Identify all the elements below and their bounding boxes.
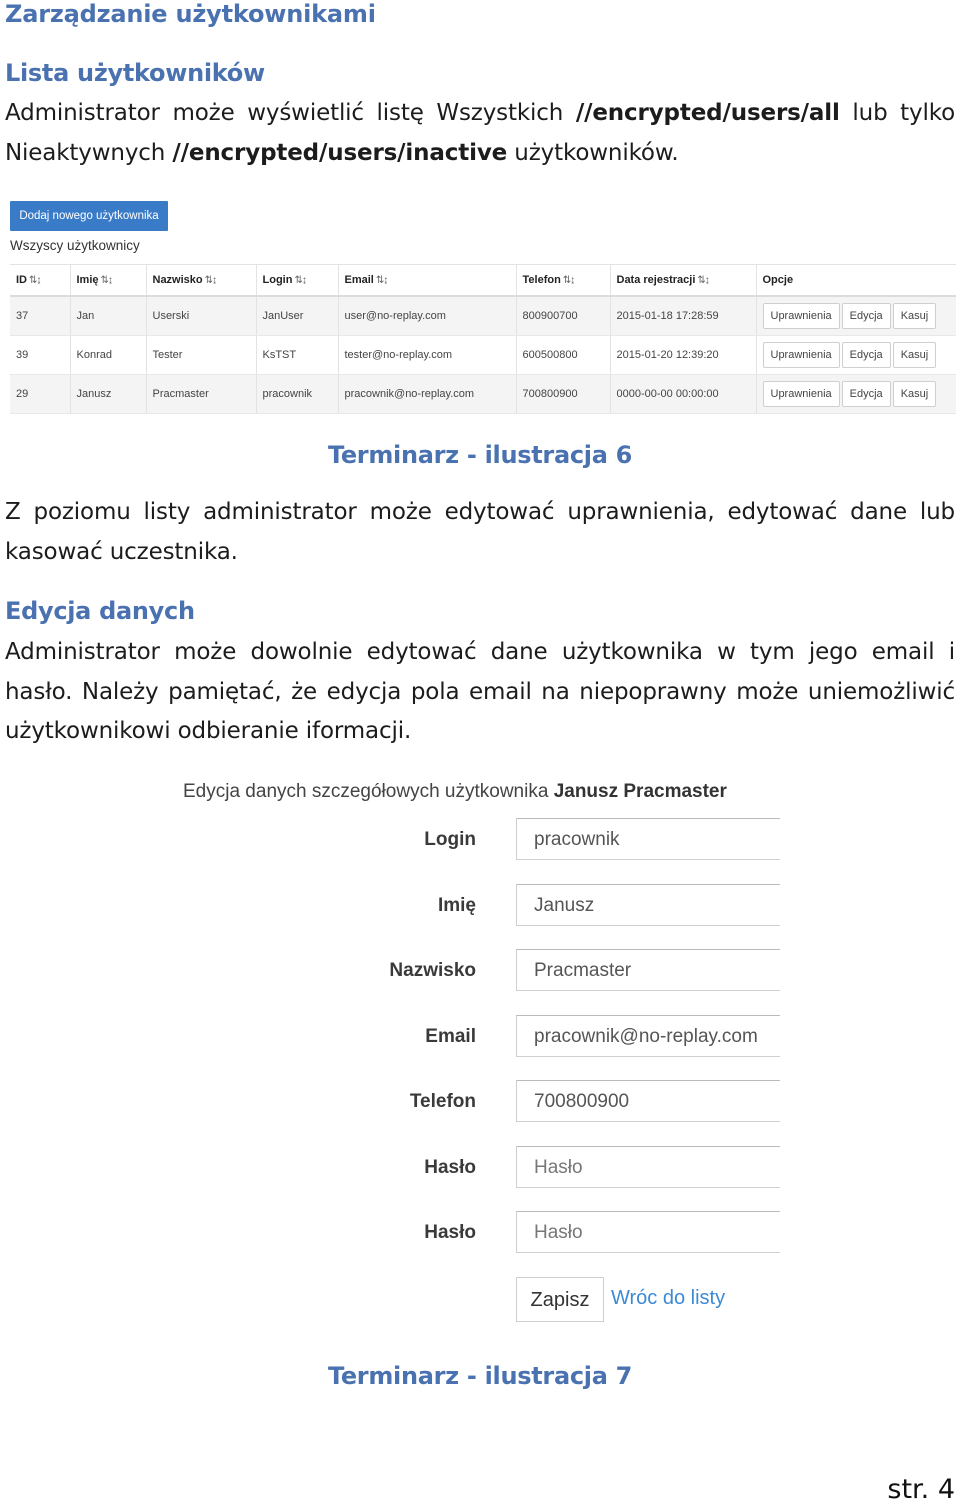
form-title-text: Edycja danych szczegółowych użytkownika xyxy=(183,781,554,802)
table-header-row xyxy=(10,265,956,297)
last-name-field[interactable]: Pracmaster xyxy=(516,949,780,991)
login-field[interactable]: pracownik xyxy=(516,818,780,860)
cell-last-name: Pracmaster xyxy=(146,375,256,414)
column-header-label: Nazwisko xyxy=(152,274,203,286)
field-label: Nazwisko xyxy=(389,960,476,981)
cell-login: KsTST xyxy=(256,336,338,375)
cell-id: 39 xyxy=(10,336,70,375)
figure-caption-6: Terminarz - ilustracja 6 xyxy=(327,441,633,469)
cell-id: 29 xyxy=(10,375,70,414)
form-row-password xyxy=(180,1146,782,1192)
cell-phone: 700800900 xyxy=(516,375,610,414)
users-list-screenshot xyxy=(10,200,956,415)
options-paragraph: Z poziomu listy administrator może edytować uprawnienia, edytować dane lub kasować uczestnika. xyxy=(5,499,955,565)
add-user-button[interactable]: Dodaj nowego użytkownika xyxy=(10,201,168,231)
column-header-label: Email xyxy=(344,274,374,286)
cell-registration-date: 2015-01-18 17:28:59 xyxy=(610,296,756,336)
section-title-edit-data: Edycja danych xyxy=(5,597,195,625)
path-all-users: //encrypted/users/all xyxy=(575,100,840,126)
cell-first-name: Jan xyxy=(70,296,146,336)
field-label: Hasło xyxy=(424,1157,476,1178)
phone-field[interactable]: 700800900 xyxy=(516,1080,780,1122)
cell-registration-date: 0000-00-00 00:00:00 xyxy=(610,375,756,414)
page-number: str. 4 xyxy=(887,1474,955,1505)
permissions-button[interactable]: Uprawnienia xyxy=(763,303,840,329)
column-header-first-name[interactable] xyxy=(70,265,146,297)
permissions-button[interactable]: Uprawnienia xyxy=(763,342,840,368)
edit-button[interactable]: Edycja xyxy=(842,342,891,368)
column-header-registration-date[interactable] xyxy=(610,265,756,297)
edit-button[interactable]: Edycja xyxy=(842,303,891,329)
cell-phone: 600500800 xyxy=(516,336,610,375)
password-field[interactable]: Hasło xyxy=(516,1146,780,1188)
table-row xyxy=(10,296,956,336)
cell-options xyxy=(756,296,956,336)
form-row-phone xyxy=(180,1080,782,1126)
sort-icon[interactable]: ⇅↨ xyxy=(562,275,575,286)
column-header-label: Login xyxy=(262,274,293,286)
cell-email: user@no-replay.com xyxy=(338,296,516,336)
column-header-id[interactable] xyxy=(10,265,70,297)
section-title-user-list: Lista użytkowników xyxy=(5,59,265,87)
form-title-user-name: Janusz Pracmaster xyxy=(553,781,727,802)
column-header-options: Opcje xyxy=(756,265,956,297)
column-header-login[interactable] xyxy=(256,265,338,297)
cell-last-name: Userski xyxy=(146,296,256,336)
permissions-button[interactable]: Uprawnienia xyxy=(763,381,840,407)
sort-icon[interactable]: ⇅↨ xyxy=(204,275,217,286)
field-label: Hasło xyxy=(424,1222,476,1243)
column-header-phone[interactable] xyxy=(516,265,610,297)
paragraph-text: Administrator może wyświetlić listę Wszystkich xyxy=(5,100,576,126)
cell-last-name: Tester xyxy=(146,336,256,375)
sort-icon[interactable]: ⇅↨ xyxy=(697,275,709,286)
form-row-password-repeat xyxy=(180,1211,782,1257)
form-title xyxy=(183,781,727,803)
figure-caption-7: Terminarz - ilustracja 7 xyxy=(327,1362,633,1390)
cell-registration-date: 2015-01-20 12:39:20 xyxy=(610,336,756,375)
field-label: Telefon xyxy=(409,1091,476,1112)
cell-first-name: Janusz xyxy=(70,375,146,414)
edit-user-form-screenshot xyxy=(180,775,782,1335)
back-to-list-link[interactable]: Wróc do listy xyxy=(611,1287,726,1309)
cell-login: pracownik xyxy=(256,375,338,414)
user-list-paragraph xyxy=(5,94,955,173)
cell-login: JanUser xyxy=(256,296,338,336)
column-header-label: Telefon xyxy=(522,274,561,286)
page-heading: Zarządzanie użytkownikami xyxy=(5,0,376,28)
cell-options xyxy=(756,375,956,414)
cell-email: tester@no-replay.com xyxy=(338,336,516,375)
table-row xyxy=(10,336,956,375)
save-button[interactable]: Zapisz xyxy=(516,1277,604,1322)
sort-icon[interactable]: ⇅↨ xyxy=(375,275,388,286)
paragraph-text: lub tylko Nieaktywnych xyxy=(5,100,956,166)
edit-data-paragraph: Administrator może dowolnie edytować dane użytkownika w tym jego email i hasło. Należy pamiętać, że edycja pola email na niepoprawny może uniemożliwić użytkownikowi odbieranie iformacji. xyxy=(5,639,955,744)
email-field[interactable]: pracownik@no-replay.com xyxy=(516,1015,780,1057)
paragraph-text: użytkowników. xyxy=(507,139,679,166)
list-title: Wszyscy użytkownicy xyxy=(10,238,140,253)
sort-icon[interactable]: ⇅↨ xyxy=(294,275,306,286)
column-header-label: Data rejestracji xyxy=(616,274,696,286)
field-label: Email xyxy=(425,1026,476,1047)
users-table xyxy=(10,264,956,414)
cell-options xyxy=(756,336,956,375)
sort-icon[interactable]: ⇅↨ xyxy=(100,275,112,286)
column-header-last-name[interactable] xyxy=(146,265,256,297)
column-header-label: ID xyxy=(16,274,27,286)
field-label: Login xyxy=(424,829,476,850)
form-row-email xyxy=(180,1015,782,1061)
cell-email: pracownik@no-replay.com xyxy=(338,375,516,414)
password-repeat-field[interactable]: Hasło xyxy=(516,1211,780,1253)
form-row-login xyxy=(180,818,782,864)
table-row xyxy=(10,375,956,414)
delete-button[interactable]: Kasuj xyxy=(893,342,937,368)
cell-first-name: Konrad xyxy=(70,336,146,375)
cell-phone: 800900700 xyxy=(516,296,610,336)
form-row-first-name xyxy=(180,884,782,930)
path-inactive-users: //encrypted/users/inactive xyxy=(172,139,508,166)
column-header-email[interactable] xyxy=(338,265,516,297)
form-row-last-name xyxy=(180,949,782,995)
delete-button[interactable]: Kasuj xyxy=(893,303,937,329)
first-name-field[interactable]: Janusz xyxy=(516,884,780,926)
sort-icon[interactable]: ⇅↨ xyxy=(29,275,41,286)
cell-id: 37 xyxy=(10,296,70,336)
field-label: Imię xyxy=(437,895,476,916)
delete-button[interactable]: Kasuj xyxy=(893,381,937,407)
edit-button[interactable]: Edycja xyxy=(842,381,891,407)
column-header-label: Imię xyxy=(76,274,99,286)
